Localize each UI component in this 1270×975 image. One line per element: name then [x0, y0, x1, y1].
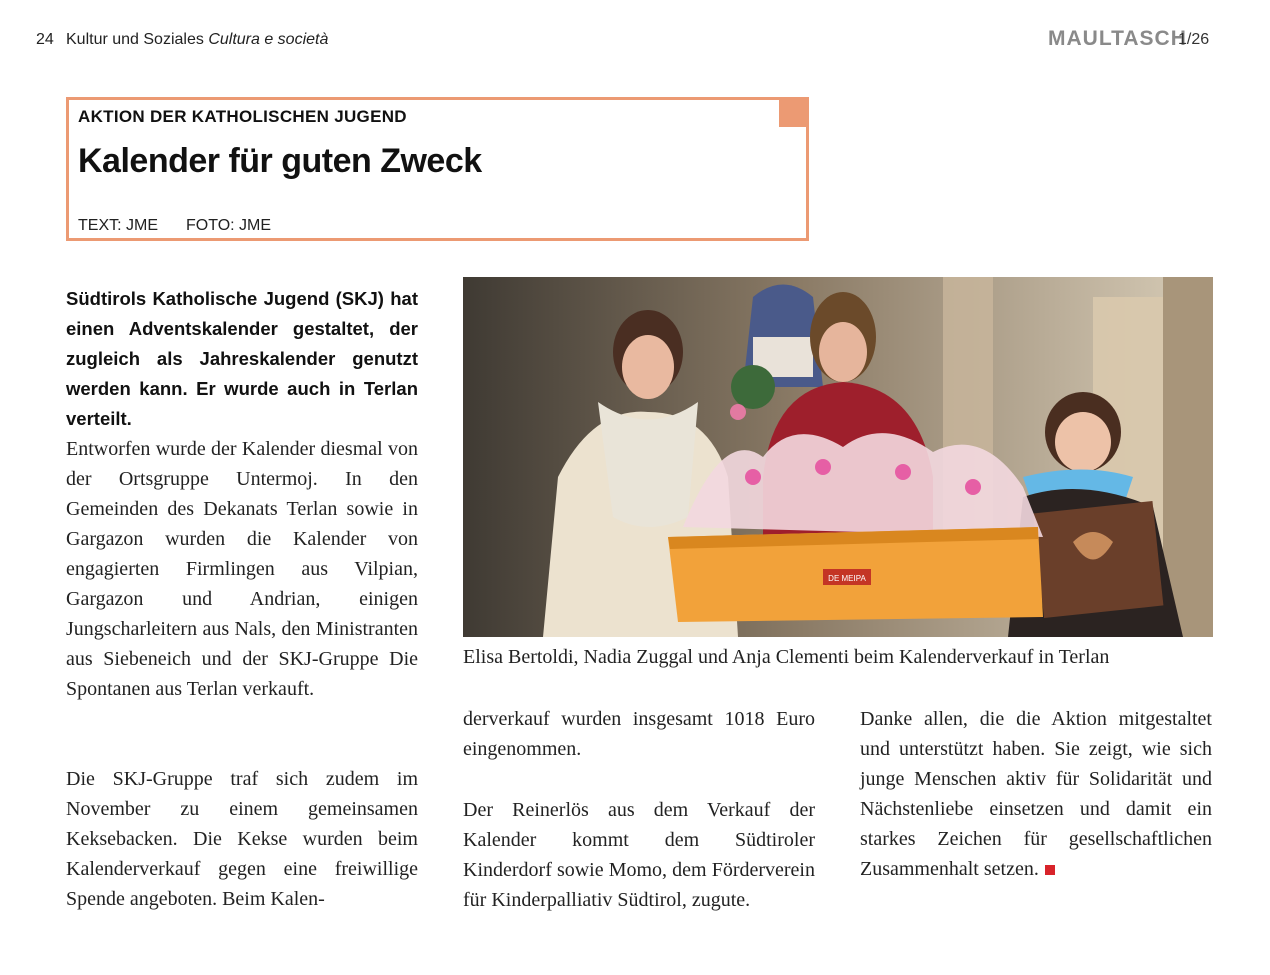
photo-credit: FOTO: JME	[186, 217, 272, 234]
section-title	[66, 31, 328, 49]
section-title-de: Kultur und Soziales	[66, 31, 204, 48]
article-title: Kalender für guten Zweck	[78, 142, 482, 180]
page-number: 24	[36, 31, 54, 48]
accent-corner	[779, 97, 809, 127]
end-mark-icon	[1045, 865, 1055, 875]
article-photo	[463, 277, 1213, 637]
photo-illustration	[463, 277, 1213, 637]
paragraph-2-continued: derverkauf wurden insgesamt 1018 Euro eingenommen.	[463, 708, 815, 760]
paragraph-3: Der Reinerlös aus dem Verkauf der Kalender kommt dem Südtiroler Kinderdorf sowie Momo, dem Förderverein für Kinderpalliativ Südtirol, zugute.	[463, 799, 815, 911]
section-title-it: Cultura e società	[208, 31, 329, 48]
box-label: DE MEIPA	[828, 574, 866, 583]
article-credits	[78, 217, 271, 235]
photo-caption: Elisa Bertoldi, Nadia Zuggal und Anja Clementi beim Kalenderverkauf in Terlan	[463, 646, 1110, 668]
magazine-logo: MAULTASCH	[1048, 27, 1187, 50]
issue-number: 1/26	[1178, 31, 1210, 48]
article-lead: Südtirols Katholische Jugend (SKJ) hat einen Adventskalender gestaltet, der zugleich als Jahreskalender genutzt werden kann. Er wurde auch in Terlan verteilt.	[66, 288, 418, 429]
paragraph-4-text: Danke allen, die die Aktion mitgestaltet und unterstützt haben. Sie zeigt, wie sich junge Menschen aktiv für Solidarität und Nächstenliebe einsetzen und damit ein starkes Zeichen für gesellschaftlichen Zusammenhalt setzen.	[860, 708, 1212, 880]
paragraph-1: Entworfen wurde der Kalender diesmal von der Ortsgruppe Untermoj. In den Gemeinden des Dekanats Terlan sowie in Gargazon wurden die Kalender von engagierten Firmlingen aus Vilpian, Gargazon und Andrian, einigen Jungscharleitern aus Nals, den Ministranten aus Siebeneich und der SKJ-Gruppe Die Spontanen aus Terlan verkauft.	[66, 438, 418, 700]
article-kicker: AKTION DER KATHOLISCHEN JUGEND	[78, 107, 407, 126]
paragraph-4	[860, 704, 1212, 884]
text-credit: TEXT: JME	[78, 217, 159, 234]
paragraph-2: Die SKJ-Gruppe traf sich zudem im November zu einem gemeinsamen Keksebacken. Die Kekse wurden beim Kalenderverkauf gegen eine freiwillige Spende angeboten. Beim Kalen-	[66, 768, 418, 910]
